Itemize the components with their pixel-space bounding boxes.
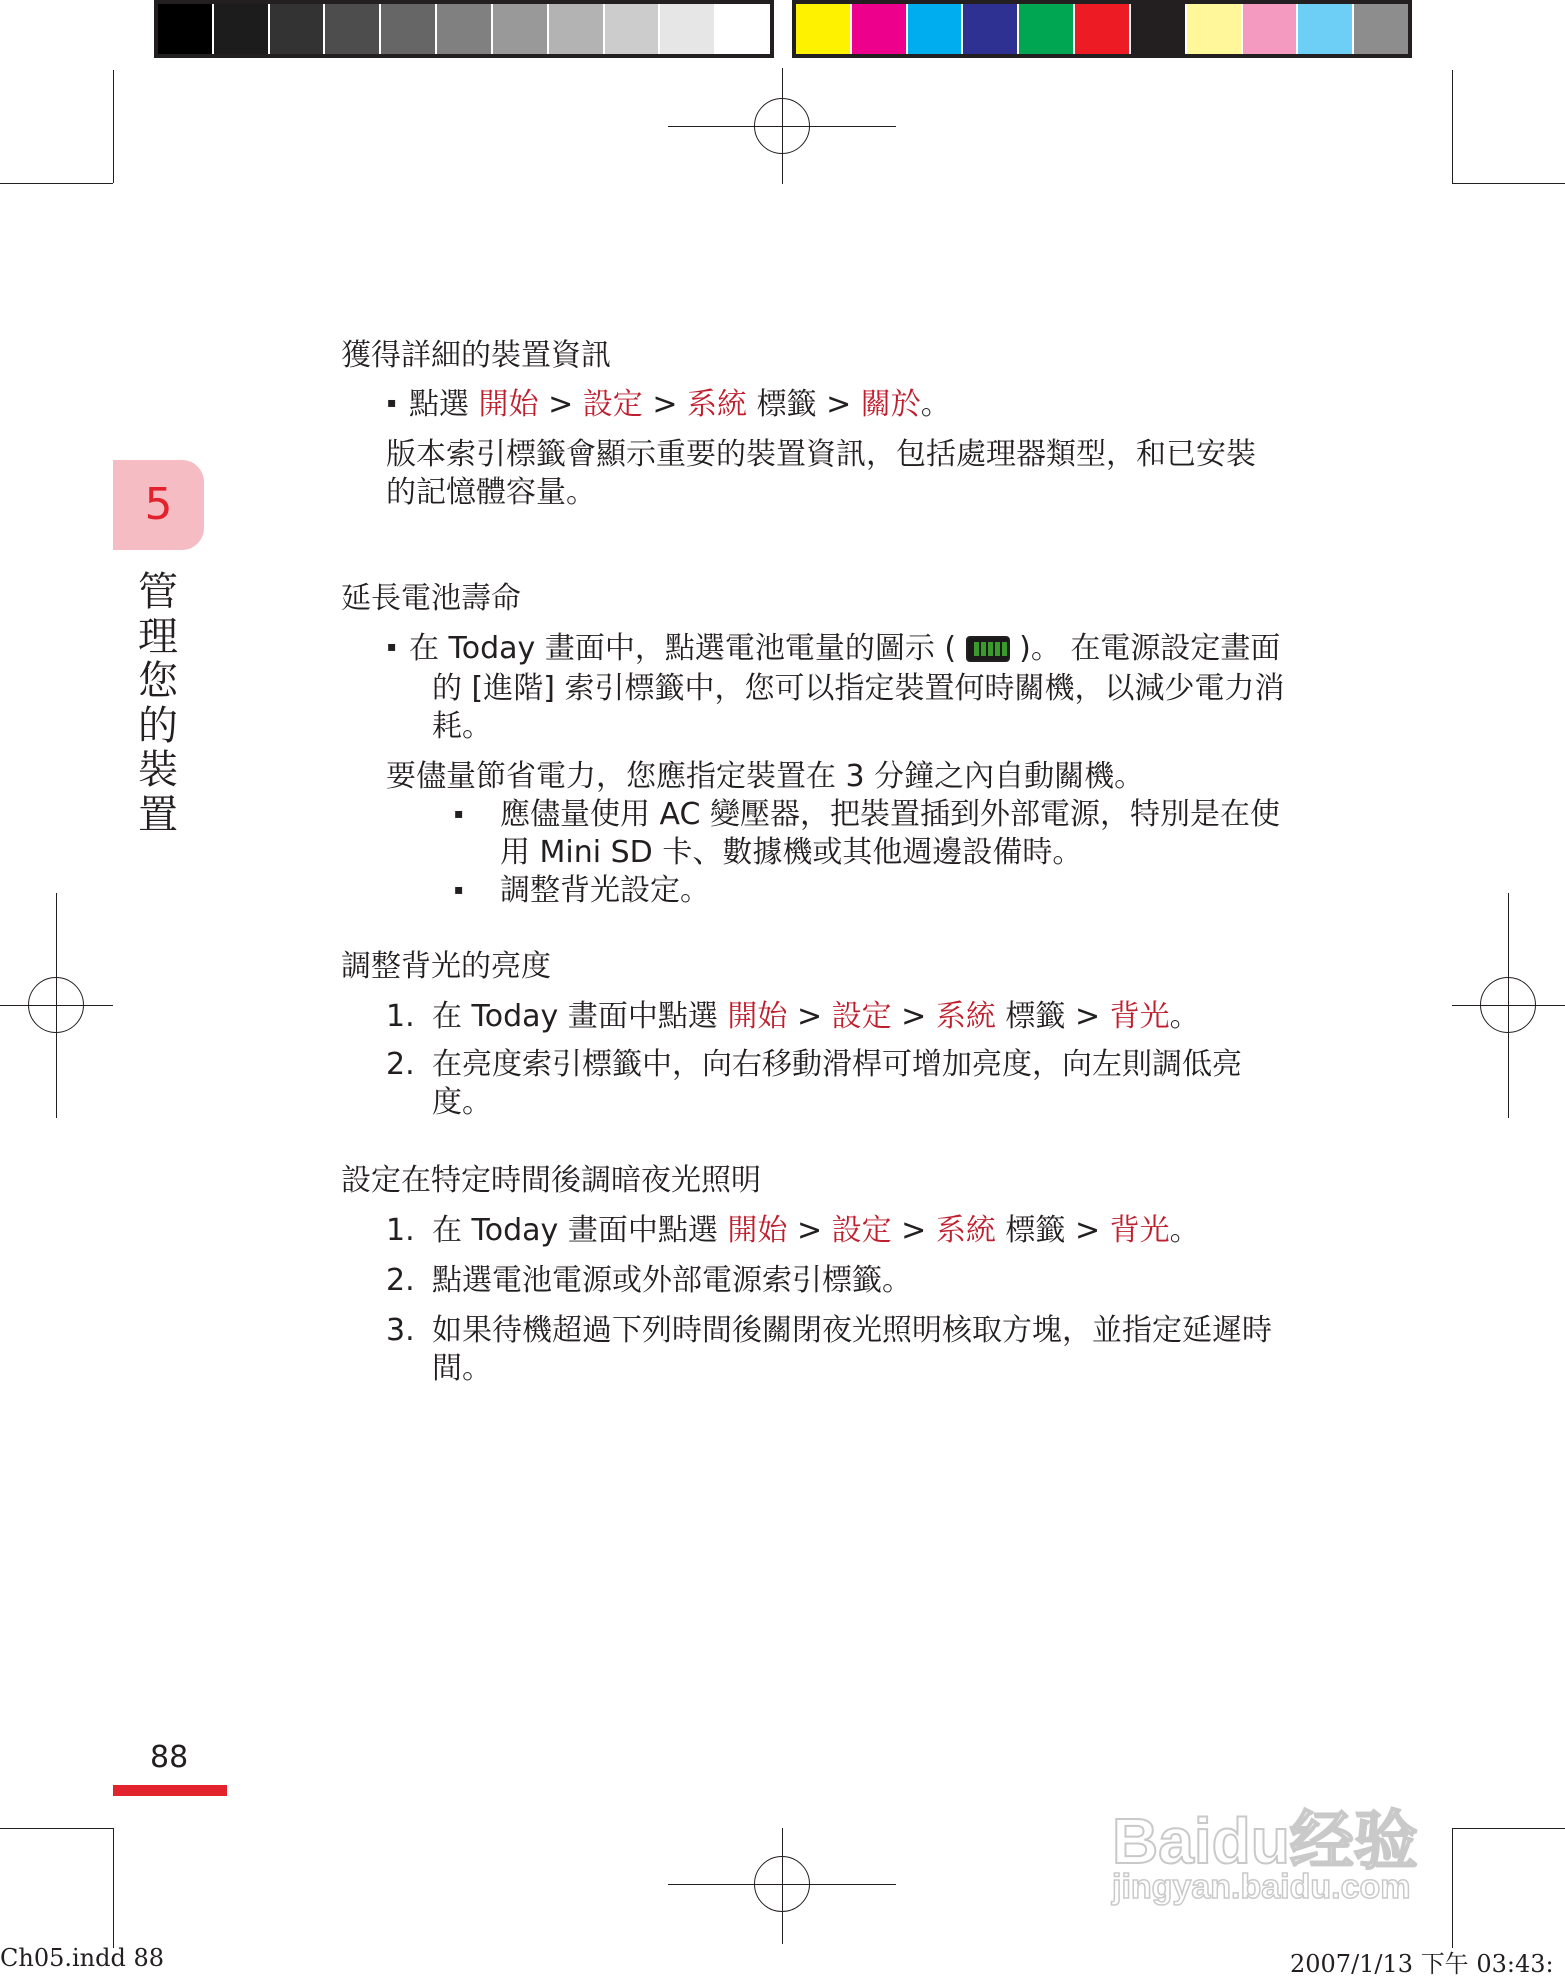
registration-circle-icon	[754, 1856, 810, 1912]
registration-circle-icon	[754, 98, 810, 154]
period: 。	[1169, 999, 1200, 1034]
path-separator: >	[1074, 1213, 1101, 1248]
section-heading: 延長電池壽命	[341, 581, 521, 616]
tab-word: 標籤	[756, 387, 817, 422]
menu-start: 開始	[727, 1213, 788, 1248]
color-swatch	[1243, 4, 1299, 54]
battery-icon	[966, 636, 1010, 662]
sub-bullet-line: 調整背光設定。	[500, 873, 710, 908]
paragraph-line: 要儘量節省電力，您應指定裝置在 3 分鐘之內自動關機。	[386, 759, 1145, 794]
crop-mark	[1452, 70, 1453, 183]
step-text: 在 Today 畫面中點選	[432, 1213, 718, 1248]
step-number: 2.	[386, 1263, 415, 1298]
color-swatch	[158, 4, 214, 54]
section-heading: 調整背光的亮度	[341, 949, 551, 984]
path-separator: >	[548, 387, 574, 422]
page-number-underline	[113, 1785, 227, 1796]
menu-system: 系統	[935, 999, 996, 1034]
step-line: 如果待機超過下列時間後關閉夜光照明核取方塊，並指定延遲時	[432, 1313, 1272, 1348]
baidu-watermark-logo: Baidu经验	[1112, 1805, 1418, 1877]
step-line: 間。	[432, 1351, 492, 1386]
chapter-title-char: 理	[138, 613, 178, 660]
crop-mark	[113, 1828, 114, 1948]
color-swatch	[1187, 4, 1243, 54]
color-swatch	[214, 4, 270, 54]
chapter-title-char: 您	[138, 658, 178, 704]
bullet-line: 的 [進階] 索引標籤中，您可以指定裝置何時關機，以減少電力消	[432, 671, 1285, 706]
step-text: 在 Today 畫面中點選	[432, 999, 718, 1034]
tab-word: 標籤	[1005, 1213, 1066, 1248]
registration-circle-icon	[28, 977, 84, 1033]
color-swatch	[660, 4, 716, 54]
menu-path-step	[432, 998, 1200, 1036]
crop-mark	[113, 70, 114, 183]
color-swatch	[437, 4, 493, 54]
color-swatch	[549, 4, 605, 54]
chapter-title-char: 置	[138, 791, 178, 838]
path-separator: >	[826, 387, 852, 422]
menu-backlight: 背光	[1109, 1213, 1170, 1248]
color-swatch	[1019, 4, 1075, 54]
bullet-text: )。 在電源設定畫面	[1019, 631, 1281, 666]
step-number: 1.	[386, 999, 415, 1034]
section-heading: 設定在特定時間後調暗夜光照明	[341, 1163, 761, 1198]
crop-mark	[1452, 1828, 1453, 1948]
period: 。	[1169, 1213, 1200, 1248]
chapter-title-char: 裝	[138, 747, 178, 793]
process-color-bar	[792, 0, 1412, 58]
color-swatch	[270, 4, 326, 54]
step-line: 度。	[432, 1085, 492, 1120]
sub-bullet-icon: ▪	[454, 882, 464, 898]
bullet-icon: ▪	[387, 639, 397, 655]
menu-start: 開始	[727, 999, 788, 1034]
menu-path-step	[409, 386, 951, 424]
color-swatch	[1298, 4, 1354, 54]
color-swatch	[963, 4, 1019, 54]
menu-system: 系統	[935, 1213, 996, 1248]
color-swatch	[381, 4, 437, 54]
color-swatch	[605, 4, 661, 54]
footer-timestamp: 2007/1/13 下午 03:43:	[1290, 1950, 1554, 1978]
step-number: 2.	[386, 1047, 415, 1082]
step-number: 1.	[386, 1213, 415, 1248]
color-swatch	[716, 4, 770, 54]
sub-bullet-line: 應儘量使用 AC 變壓器，把裝置插到外部電源，特別是在使	[500, 797, 1281, 832]
path-separator: >	[901, 999, 927, 1034]
grayscale-color-bar	[154, 0, 774, 58]
bullet-icon: ▪	[387, 395, 397, 411]
color-swatch	[493, 4, 549, 54]
color-swatch	[325, 4, 381, 54]
page-number: 88	[150, 1740, 189, 1775]
path-separator: >	[901, 1213, 927, 1248]
tab-word: 標籤	[1005, 999, 1066, 1034]
menu-start: 開始	[478, 387, 539, 422]
chapter-title-char: 的	[138, 702, 178, 749]
crop-mark	[1452, 1828, 1565, 1829]
paragraph-line: 版本索引標籤會顯示重要的裝置資訊，包括處理器類型，和已安裝	[386, 437, 1256, 472]
section-heading: 獲得詳細的裝置資訊	[341, 338, 611, 373]
menu-system: 系統	[687, 387, 748, 422]
path-separator: >	[1074, 999, 1101, 1034]
chapter-number: 5	[144, 479, 173, 530]
chapter-title-vertical	[130, 570, 186, 837]
menu-settings: 設定	[831, 999, 892, 1034]
path-separator: >	[796, 1213, 823, 1248]
color-swatch	[1354, 4, 1408, 54]
paragraph-line: 的記憶體容量。	[386, 475, 596, 510]
step-number: 3.	[386, 1313, 415, 1348]
color-swatch	[908, 4, 964, 54]
step-line: 在亮度索引標籤中，向右移動滑桿可增加亮度，向左則調低亮	[432, 1047, 1242, 1082]
footer-file-info: Ch05.indd 88	[0, 1944, 165, 1972]
color-swatch	[1131, 4, 1187, 54]
sub-bullet-icon: ▪	[454, 806, 464, 822]
menu-about: 關於	[860, 387, 921, 422]
menu-settings: 設定	[582, 387, 643, 422]
crop-mark	[0, 183, 113, 184]
bullet-line: 耗。	[432, 709, 492, 744]
registration-circle-icon	[1480, 977, 1536, 1033]
menu-backlight: 背光	[1109, 999, 1170, 1034]
color-swatch	[852, 4, 908, 54]
sub-bullet-line: 用 Mini SD 卡、數據機或其他週邊設備時。	[500, 835, 1083, 870]
bullet-line	[409, 630, 1280, 668]
crop-mark	[0, 1828, 113, 1829]
baidu-watermark-url: jingyan.baidu.com	[1112, 1868, 1411, 1906]
menu-settings: 設定	[831, 1213, 892, 1248]
bullet-text: 在 Today 畫面中，點選電池電量的圖示 (	[409, 631, 957, 666]
crop-mark	[1452, 183, 1565, 184]
color-swatch	[796, 4, 852, 54]
step-line: 點選電池電源或外部電源索引標籤。	[432, 1263, 912, 1298]
path-separator: >	[652, 387, 678, 422]
period: 。	[920, 387, 951, 422]
chapter-title-char: 管	[138, 569, 178, 615]
color-swatch	[1075, 4, 1131, 54]
path-separator: >	[796, 999, 823, 1034]
menu-path-step	[432, 1212, 1200, 1250]
step-text: 點選	[409, 387, 469, 422]
